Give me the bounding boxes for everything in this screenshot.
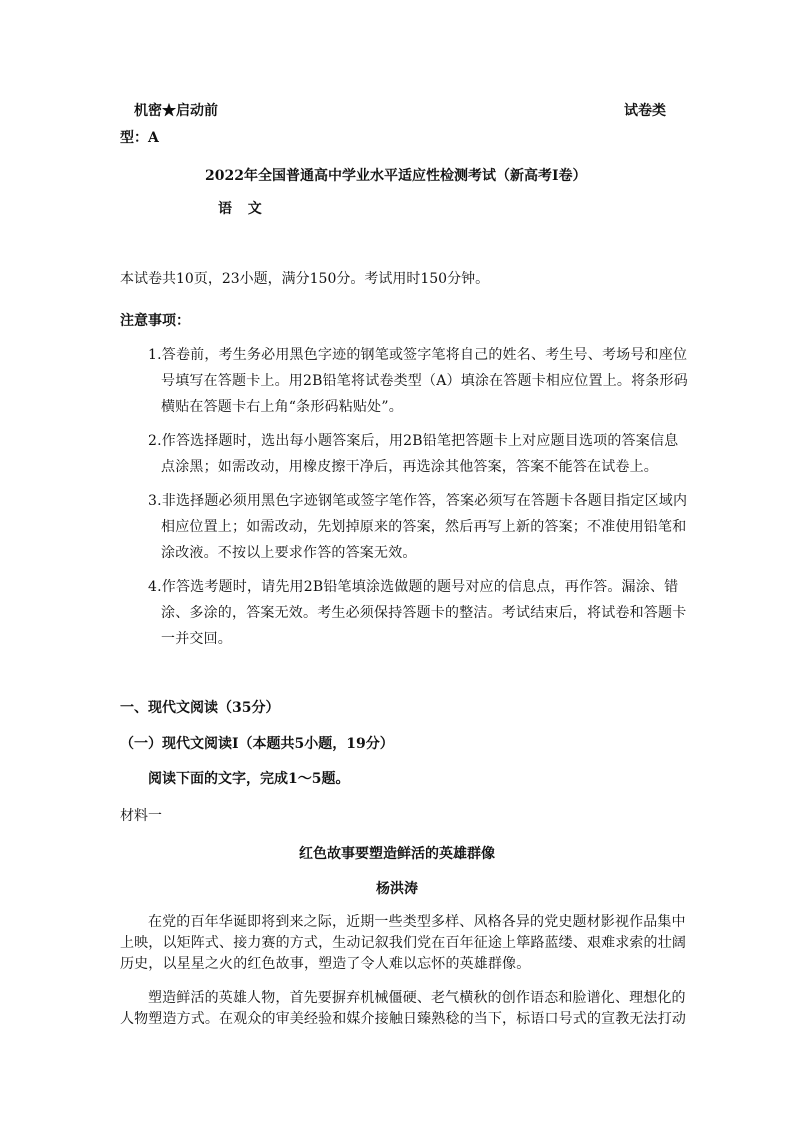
exam-info: 本试卷共10页，23小题，满分150分。考试用时150分钟。: [120, 271, 490, 287]
note-line: 点涂黑；如需改动，用橡皮擦干净后，再选涂其他答案，答案不能答在试卷上。: [161, 459, 658, 475]
note-line: 号填写在答题卡上。用2B铅笔将试卷类型（A）填涂在答题卡相应位置上。将条形码: [161, 373, 688, 389]
article-author: 杨洪涛: [376, 881, 418, 897]
exam-title: 2022年全国普通高中学业水平适应性检测考试（新高考Ⅰ卷）: [205, 168, 587, 184]
confidential-label: 机密★启动前: [134, 103, 218, 119]
subject-title: 语 文: [218, 201, 264, 217]
note-line: 3.非选择题必须用黑色字迹钢笔或签字笔作答，答案必须写在答题卡各题目指定区域内: [148, 493, 688, 509]
paragraph-line: 塑造鲜活的英雄人物，首先要摒弃机械僵硬、老气横秋的创作语态和脸谱化、理想化的: [148, 990, 686, 1006]
subsection-heading: （一）现代文阅读Ⅰ（本题共5小题，19分）: [120, 736, 394, 752]
note-line: 涂、多涂的，答案无效。考生必须保持答题卡的整洁。考试结束后，将试卷和答题卡: [161, 605, 687, 621]
note-line: 一并交回。: [161, 631, 232, 647]
section-heading: 一、现代文阅读（35分）: [120, 700, 280, 716]
material-label: 材料一: [120, 808, 162, 824]
notes-heading: 注意事项：: [120, 313, 190, 329]
note-line: 2.作答选择题时，选出每小题答案后，用2B铅笔把答题卡上对应题目选项的答案信息: [148, 433, 679, 449]
note-line: 涂改液。不按以上要求作答的答案无效。: [161, 545, 417, 561]
paper-type-label-part2: 型：A: [120, 130, 159, 146]
paragraph-line: 历史，以星星之火的红色故事，塑造了令人难以忘怀的英雄群像。: [120, 956, 531, 972]
article-title: 红色故事要塑造鲜活的英雄群像: [299, 846, 495, 862]
note-line: 相应位置上；如需改动，先划掉原来的答案，然后再写上新的答案；不准使用铅笔和: [161, 519, 687, 535]
note-line: 1.答卷前，考生务必用黑色字迹的钢笔或签字笔将自己的姓名、考生号、考场号和座位: [148, 347, 688, 363]
reading-instruction: 阅读下面的文字，完成1～5题。: [148, 771, 350, 787]
note-line: 4.作答选考题时，请先用2B铅笔填涂选做题的题号对应的信息点，再作答。漏涂、错: [148, 579, 679, 595]
note-line: 横贴在答题卡右上角“条形码粘贴处”。: [161, 399, 403, 415]
paper-type-label-part1: 试卷类: [624, 103, 666, 119]
paragraph-line: 上映，以矩阵式、接力赛的方式，生动记叙我们党在百年征途上筚路蓝缕、艰难求索的壮阔: [120, 935, 686, 951]
paragraph-line: 在党的百年华诞即将到来之际，近期一些类型多样、风格各异的党史题材影视作品集中: [148, 914, 686, 930]
paragraph-line: 人物塑造方式。在观众的审美经验和媒介接触日臻熟稔的当下，标语口号式的宣教无法打动: [120, 1011, 686, 1027]
